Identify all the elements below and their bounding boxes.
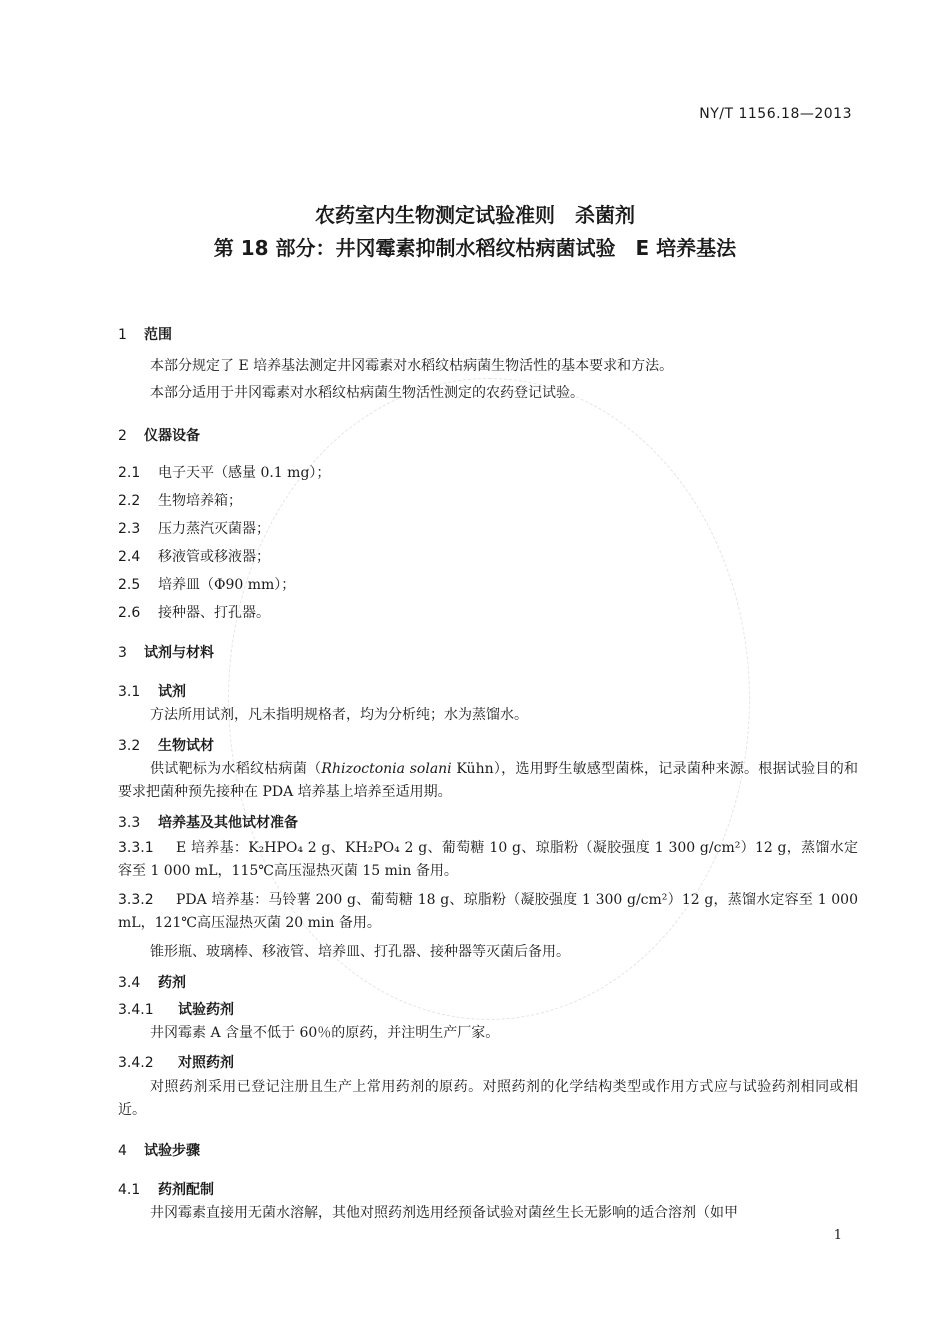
- standard-number: NY/T 1156.18—2013: [699, 106, 852, 122]
- section-4-1-heading: 4.1 药剂配制: [118, 1182, 214, 1198]
- equipment-item: 2.6 接种器、打孔器。: [118, 605, 270, 621]
- section-1-heading: 1 范围: [118, 327, 172, 343]
- document-title-line2: 第 18 部分：井冈霉素抑制水稻纹枯病菌试验 E 培养基法: [213, 236, 737, 260]
- section-3-4-2-para: 对照药剂采用已登记注册且生产上常用药剂的原药。对照药剂的化学结构类型或作用方式应与试验药剂相同或相近。: [118, 1079, 858, 1118]
- section-3-1-heading: 3.1 试剂: [118, 684, 186, 700]
- section-3-3-heading: 3.3 培养基及其他试材准备: [118, 815, 298, 831]
- section-3-3-2-para: 3.3.2 PDA 培养基：马铃薯 200 g、葡萄糖 18 g、琼脂粉（凝胶强度 1 300 g/cm²）12 g，蒸馏水定容至 1 000 mL，121℃高压湿热灭菌 20 min 备用。: [118, 892, 858, 931]
- equipment-item: 2.1 电子天平（感量 0.1 mg）；: [118, 465, 331, 481]
- section-4-heading: 4 试验步骤: [118, 1143, 200, 1159]
- section-3-2-para: 供试靶标为水稻纹枯病菌（Rhizoctonia solani Kühn），选用野生敏感型菌株，记录菌种来源。根据试验目的和要求把菌种预先接种在 PDA 培养基上培养至适用期。: [118, 761, 858, 800]
- section-3-4-1-para: 井冈霉素 A 含量不低于 60％的原药，并注明生产厂家。: [150, 1025, 500, 1041]
- section-3-heading: 3 试剂与材料: [118, 645, 214, 661]
- section-3-4-heading: 3.4 药剂: [118, 975, 186, 991]
- equipment-item: 2.5 培养皿（Φ90 mm）；: [118, 577, 296, 593]
- equipment-item: 2.3 压力蒸汽灭菌器；: [118, 521, 270, 537]
- page-number: 1: [833, 1228, 842, 1243]
- document-title-line1: 农药室内生物测定试验准则 杀菌剂: [315, 203, 635, 227]
- section-2-heading: 2 仪器设备: [118, 428, 200, 444]
- section-3-2-heading: 3.2 生物试材: [118, 738, 214, 754]
- section-3-3-para-extra: 锥形瓶、玻璃棒、移液管、培养皿、打孔器、接种器等灭菌后备用。: [150, 944, 570, 960]
- section-3-3-1-para: 3.3.1 E 培养基：K₂HPO₄ 2 g、KH₂PO₄ 2 g、葡萄糖 10 g、琼脂粉（凝胶强度 1 300 g/cm²）12 g，蒸馏水定容至 1 000 mL，115℃高压湿热灭菌 15 min 备用。: [118, 840, 858, 879]
- section-1-para-1: 本部分规定了 E 培养基法测定井冈霉素对水稻纹枯病菌生物活性的基本要求和方法。: [150, 358, 674, 374]
- equipment-item: 2.2 生物培养箱；: [118, 493, 242, 509]
- section-4-1-para: 井冈霉素直接用无菌水溶解，其他对照药剂选用经预备试验对菌丝生长无影响的适合溶剂（如甲: [150, 1205, 738, 1221]
- equipment-item: 2.4 移液管或移液器；: [118, 549, 270, 565]
- section-3-1-para: 方法所用试剂，凡未指明规格者，均为分析纯；水为蒸馏水。: [150, 707, 528, 723]
- section-1-para-2: 本部分适用于井冈霉素对水稻纹枯病菌生物活性测定的农药登记试验。: [150, 385, 584, 401]
- section-3-4-1-heading: 3.4.1 试验药剂: [118, 1002, 234, 1018]
- section-3-4-2-heading: 3.4.2 对照药剂: [118, 1055, 234, 1071]
